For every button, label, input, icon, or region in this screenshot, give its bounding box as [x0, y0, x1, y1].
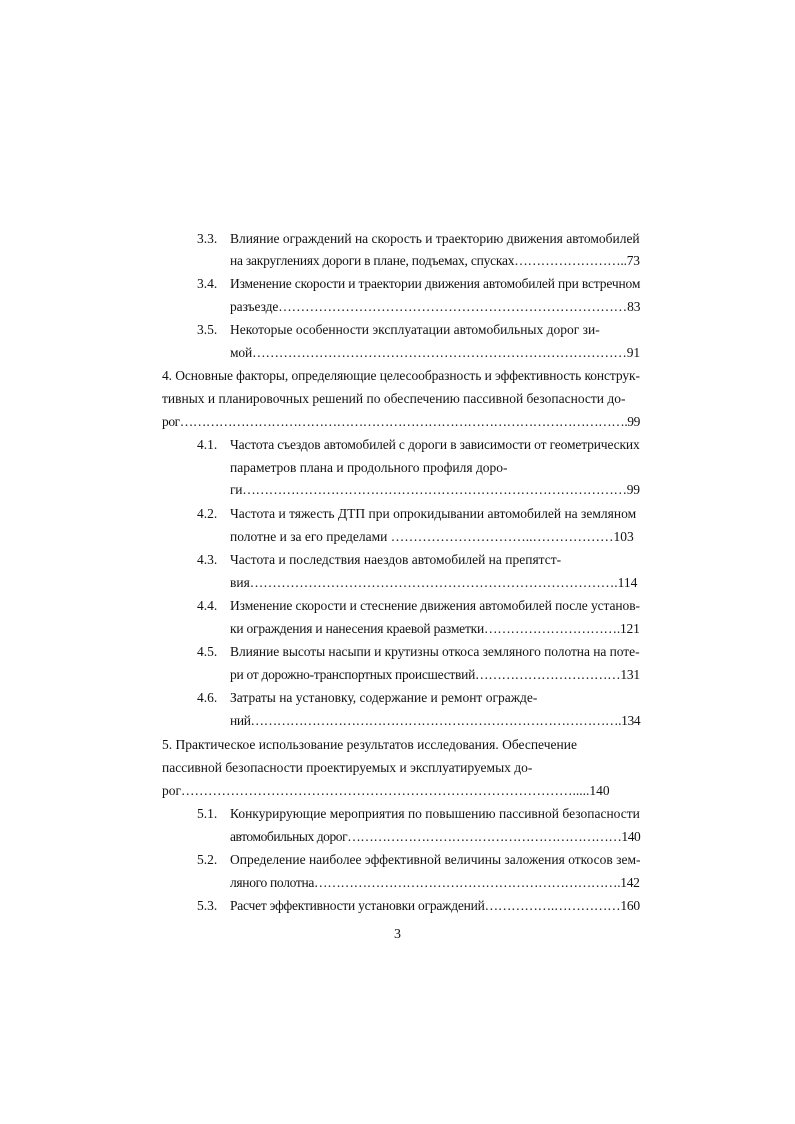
toc-entry-4-1-number: 4.1.	[197, 437, 218, 452]
toc-entry-4-1-line1: Частота съездов автомобилей с дороги в зависимости от геометрических	[230, 437, 640, 452]
toc-entry-4-1-line2: параметров плана и продольного профиля доро-	[230, 460, 508, 475]
toc-entry-4-5-line2: ри от дорожно-транспортных происшествий……………………………131	[230, 667, 640, 682]
toc-entry-5-3-number: 5.3.	[197, 898, 218, 913]
toc-entry-3-4-line2: разъезде……………………………………………………………………83	[230, 299, 641, 314]
toc-entry-3-5-line2: мой…………………………………………………………………………91	[230, 345, 641, 360]
toc-chapter-5-line3: рог…………………………………………………………………………….....140	[162, 783, 610, 798]
toc-chapter-4-line3: рог………………………………………………………………………………………….99	[162, 414, 640, 429]
toc-entry-4-4-line1: Изменение скорости и стеснение движения автомобилей после установ-	[230, 598, 640, 613]
toc-chapter-4-line1: 4. Основные факторы, определяющие целесообразность и эффективность конструк-	[162, 368, 640, 383]
toc-entry-5-1-line2: автомобильных дорог………………………………………………………140	[230, 829, 641, 844]
toc-entry-4-3-line2: вия……………………………………………………………………….114	[230, 575, 638, 590]
toc-entry-4-6-line1: Затраты на установку, содержание и ремонт огражде-	[230, 690, 538, 705]
toc-entry-3-3-line1: Влияние ограждений на скорость и траекторию движения автомобилей	[230, 231, 640, 246]
toc-entry-3-5-line1: Некоторые особенности эксплуатации автомобильных дорог зи-	[230, 322, 600, 337]
toc-entry-4-1-line3: ги……………………………………………………………………………99	[230, 482, 640, 497]
toc-entry-4-2-number: 4.2.	[197, 506, 218, 521]
toc-entry-5-2-line1: Определение наиболее эффективной величины заложения откосов зем-	[230, 852, 641, 867]
toc-entry-4-3-number: 4.3.	[197, 552, 218, 567]
toc-entry-3-5-number: 3.5.	[197, 322, 218, 337]
toc-entry-5-1-number: 5.1.	[197, 806, 218, 821]
toc-chapter-4-line2: тивных и планировочных решений по обеспечению пассивной безопасности до-	[162, 391, 626, 406]
toc-entry-4-4-number: 4.4.	[197, 598, 218, 613]
toc-entry-3-3-number: 3.3.	[197, 231, 218, 246]
toc-entry-3-4-number: 3.4.	[197, 276, 218, 291]
toc-chapter-5-line1: 5. Практическое использование результатов исследования. Обеспечение	[162, 737, 577, 752]
toc-entry-3-4-line1: Изменение скорости и траектории движения автомобилей при встречном	[230, 276, 641, 291]
toc-entry-4-3-line1: Частота и последствия наездов автомобилей на препятст-	[230, 552, 562, 567]
toc-entry-4-4-line2: ки ограждения и нанесения краевой разметки………………………….121	[230, 621, 640, 636]
toc-entry-4-2-line2: полотне и за его пределами …………………………..………………103	[230, 529, 634, 544]
toc-entry-3-3-line2: на закруглениях дороги в плане, подъемах, спусках……………………..73	[230, 253, 640, 268]
toc-entry-5-2-line2: ляного полотна…………………………………………………………….142	[230, 875, 640, 890]
toc-entry-4-5-number: 4.5.	[197, 644, 218, 659]
toc-entry-5-2-number: 5.2.	[197, 852, 218, 867]
toc-entry-5-1-line1: Конкурирующие мероприятия по повышению пассивной безопасности	[230, 806, 640, 821]
toc-entry-4-6-number: 4.6.	[197, 690, 218, 705]
page-number: 3	[394, 927, 401, 942]
toc-entry-4-2-line1: Частота и тяжесть ДТП при опрокидывании автомобилей на земляном	[230, 506, 637, 521]
toc-entry-5-3-line1: Расчет эффективности установки ограждений…………….……………160	[230, 898, 640, 913]
toc-entry-4-6-line2: ний………………………………………………………………………….134	[230, 713, 641, 728]
toc-chapter-5-line2: пассивной безопасности проектируемых и эксплуатируемых до-	[162, 760, 533, 775]
toc-entry-4-5-line1: Влияние высоты насыпи и крутизны откоса земляного полотна на поте-	[230, 644, 640, 659]
